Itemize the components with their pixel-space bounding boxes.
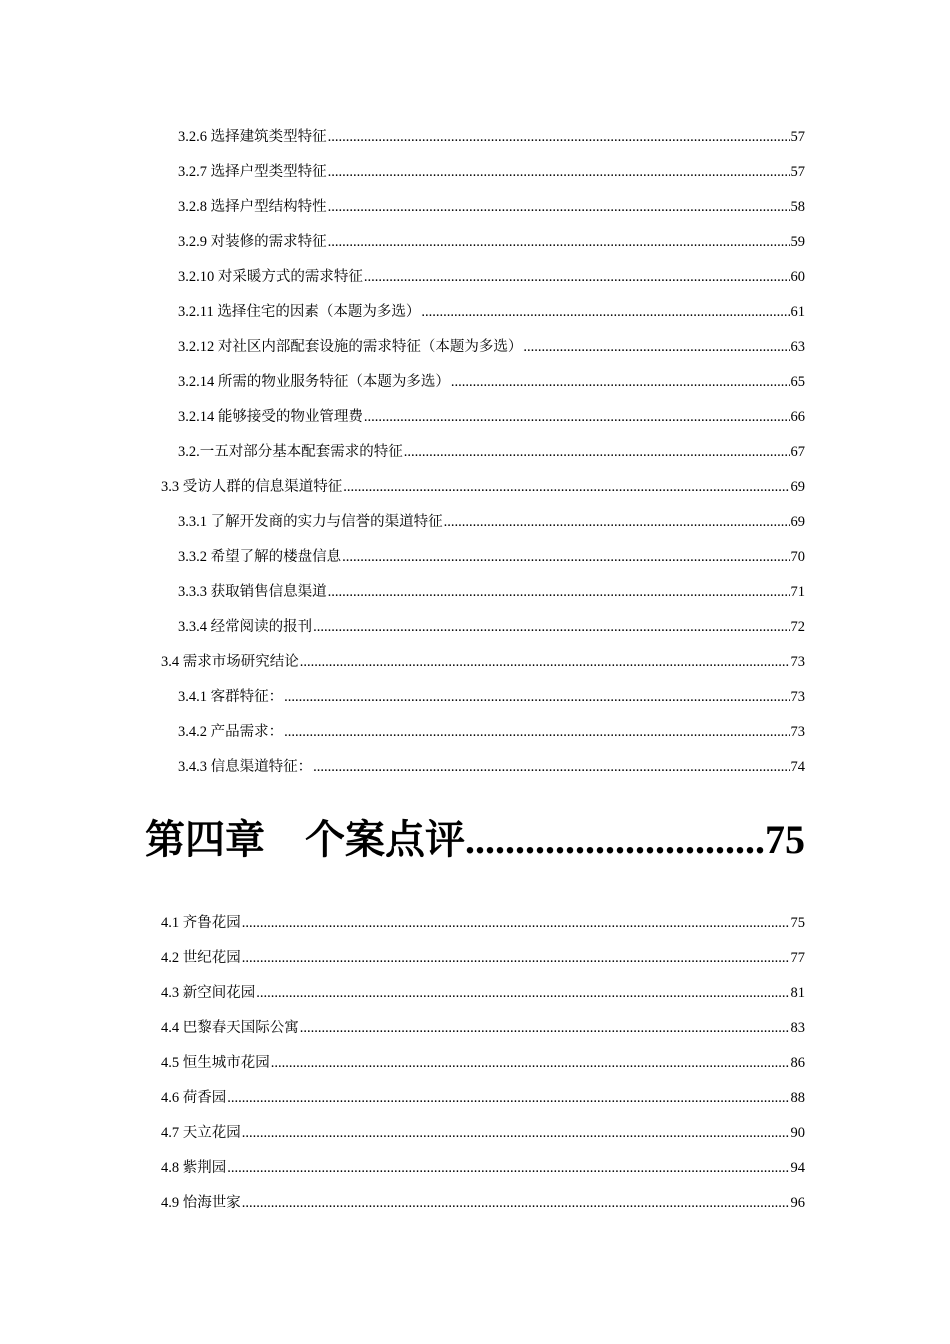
toc-entry-label: 4.3 新空间花园 xyxy=(161,985,256,1001)
toc-entry-label: 3.3 受访人群的信息渠道特征 xyxy=(161,479,343,495)
toc-entry-label: 3.2.12 对社区内部配套设施的需求特征（本题为多选） xyxy=(178,339,523,355)
toc-section[interactable] xyxy=(161,477,805,497)
toc-entry[interactable] xyxy=(178,512,805,532)
toc-entry-page: 71 xyxy=(790,584,805,600)
toc-entry[interactable] xyxy=(178,547,805,567)
toc-entry-page: 65 xyxy=(790,374,805,390)
toc-entry-label: 3.4.1 客群特征： xyxy=(178,689,284,705)
toc-entry-page: 83 xyxy=(790,1020,805,1036)
toc-entry-label: 4.2 世纪花园 xyxy=(161,950,241,966)
toc-entry[interactable] xyxy=(178,687,805,707)
dot-leader xyxy=(343,477,789,497)
toc-entry-label: 3.3.3 获取销售信息渠道 xyxy=(178,584,327,600)
dot-leader xyxy=(328,582,790,602)
toc-entry[interactable] xyxy=(178,372,805,392)
toc-entry-page: 72 xyxy=(790,619,805,635)
chapter-title: 第四章 个案点评 xyxy=(145,817,465,862)
toc-entry[interactable] xyxy=(178,617,805,637)
toc-entry-label: 3.4.3 信息渠道特征： xyxy=(178,759,313,775)
toc-section[interactable] xyxy=(161,652,805,672)
toc-entry-page: 66 xyxy=(790,409,805,425)
toc-entry-label: 4.9 怡海世家 xyxy=(161,1195,241,1211)
dot-leader xyxy=(342,547,789,567)
dot-leader xyxy=(300,1018,790,1038)
dot-leader xyxy=(284,687,789,707)
toc-entry-label: 3.2.7 选择户型类型特征 xyxy=(178,164,327,180)
toc-section[interactable] xyxy=(161,983,805,1003)
toc-entry-page: 77 xyxy=(790,950,805,966)
toc-entry-label: 3.3.1 了解开发商的实力与信誉的渠道特征 xyxy=(178,514,443,530)
dot-leader xyxy=(300,652,790,672)
dot-leader xyxy=(227,1158,789,1178)
toc-entry-label: 3.4.2 产品需求： xyxy=(178,724,284,740)
toc-entry-page: 90 xyxy=(790,1125,805,1141)
toc-entry-page: 75 xyxy=(790,915,805,931)
toc-entry-label: 3.2.9 对装修的需求特征 xyxy=(178,234,327,250)
toc-entry-page: 73 xyxy=(790,654,805,670)
toc-entry[interactable] xyxy=(178,162,805,182)
toc-entry[interactable] xyxy=(178,197,805,217)
toc-entry[interactable] xyxy=(178,722,805,742)
toc-entry-label: 4.6 荷香园 xyxy=(161,1090,227,1106)
toc-entry-page: 57 xyxy=(790,129,805,145)
toc-entry-page: 61 xyxy=(790,304,805,320)
dot-leader xyxy=(364,407,790,427)
toc-entry-page: 74 xyxy=(790,759,805,775)
dot-leader xyxy=(256,983,789,1003)
toc-entry-page: 67 xyxy=(790,444,805,460)
toc-entry-label: 3.3.4 经常阅读的报刊 xyxy=(178,619,313,635)
toc-entry-page: 69 xyxy=(790,479,805,495)
dot-leader xyxy=(313,757,789,777)
dot-leader xyxy=(364,267,790,287)
dot-leader xyxy=(242,913,790,933)
dot-leader xyxy=(242,948,790,968)
dot-leader xyxy=(242,1193,790,1213)
toc-entry-page: 73 xyxy=(790,689,805,705)
toc-entry-label: 4.1 齐鲁花园 xyxy=(161,915,241,931)
toc-entry-page: 70 xyxy=(790,549,805,565)
dot-leader xyxy=(328,232,790,252)
toc-entry-label: 3.2.11 选择住宅的因素（本题为多选） xyxy=(178,304,421,320)
toc-entry-label: 3.2.8 选择户型结构特性 xyxy=(178,199,327,215)
toc-entry-label: 3.2.6 选择建筑类型特征 xyxy=(178,129,327,145)
toc-entry-label: 4.8 紫荆园 xyxy=(161,1160,227,1176)
toc-section[interactable] xyxy=(161,1158,805,1178)
toc-entry-page: 59 xyxy=(790,234,805,250)
dot-leader xyxy=(328,162,790,182)
toc-entry-label: 3.2.10 对采暖方式的需求特征 xyxy=(178,269,363,285)
toc-entry-label: 4.4 巴黎春天国际公寓 xyxy=(161,1020,299,1036)
toc-entry-label: 3.2.14 所需的物业服务特征（本题为多选） xyxy=(178,374,450,390)
toc-entry-page: 81 xyxy=(790,985,805,1001)
dot-leader xyxy=(271,1053,790,1073)
dot-leader xyxy=(328,127,790,147)
dot-leader xyxy=(421,302,789,322)
toc-section[interactable] xyxy=(161,1123,805,1143)
toc-entry-page: 96 xyxy=(790,1195,805,1211)
dot-leader xyxy=(451,372,790,392)
toc-entry[interactable] xyxy=(178,232,805,252)
toc-entry-label: 4.5 恒生城市花园 xyxy=(161,1055,270,1071)
toc-entry-page: 60 xyxy=(790,269,805,285)
dot-leader xyxy=(444,512,790,532)
dot-leader xyxy=(328,197,790,217)
toc-entry[interactable] xyxy=(178,407,805,427)
dot-leader xyxy=(242,1123,790,1143)
toc-entry-page: 57 xyxy=(790,164,805,180)
toc-section[interactable] xyxy=(161,1193,805,1213)
toc-section[interactable] xyxy=(161,1088,805,1108)
dot-leader xyxy=(313,617,789,637)
chapter-page: 75 xyxy=(765,817,805,862)
toc-entry-page: 69 xyxy=(790,514,805,530)
dot-leader xyxy=(227,1088,789,1108)
toc-entry[interactable] xyxy=(178,442,805,462)
toc-chapter-heading[interactable] xyxy=(145,812,805,868)
toc-entry-label: 3.2.一五对部分基本配套需求的特征 xyxy=(178,444,403,460)
toc-entry-label: 3.4 需求市场研究结论 xyxy=(161,654,299,670)
toc-entry-label: 3.3.2 希望了解的楼盘信息 xyxy=(178,549,342,565)
toc-entry[interactable] xyxy=(178,582,805,602)
dot-leader xyxy=(465,812,765,868)
toc-entry[interactable] xyxy=(178,127,805,147)
toc-entry-page: 94 xyxy=(790,1160,805,1176)
toc-entry-page: 88 xyxy=(790,1090,805,1106)
dot-leader xyxy=(523,337,789,357)
toc-entry-page: 86 xyxy=(790,1055,805,1071)
toc-entry-label: 4.7 天立花园 xyxy=(161,1125,241,1141)
toc-entry[interactable] xyxy=(178,267,805,287)
toc-entry-label: 3.2.14 能够接受的物业管理费 xyxy=(178,409,363,425)
dot-leader xyxy=(404,442,790,462)
toc-entry[interactable] xyxy=(178,757,805,777)
toc-section[interactable] xyxy=(161,1018,805,1038)
toc-entry-page: 73 xyxy=(790,724,805,740)
toc-section[interactable] xyxy=(161,1053,805,1073)
toc-section[interactable] xyxy=(161,913,805,933)
toc-entry-page: 63 xyxy=(790,339,805,355)
dot-leader xyxy=(284,722,789,742)
toc-entry[interactable] xyxy=(178,302,805,322)
toc-entry[interactable] xyxy=(178,337,805,357)
toc-section[interactable] xyxy=(161,948,805,968)
toc-entry-page: 58 xyxy=(790,199,805,215)
